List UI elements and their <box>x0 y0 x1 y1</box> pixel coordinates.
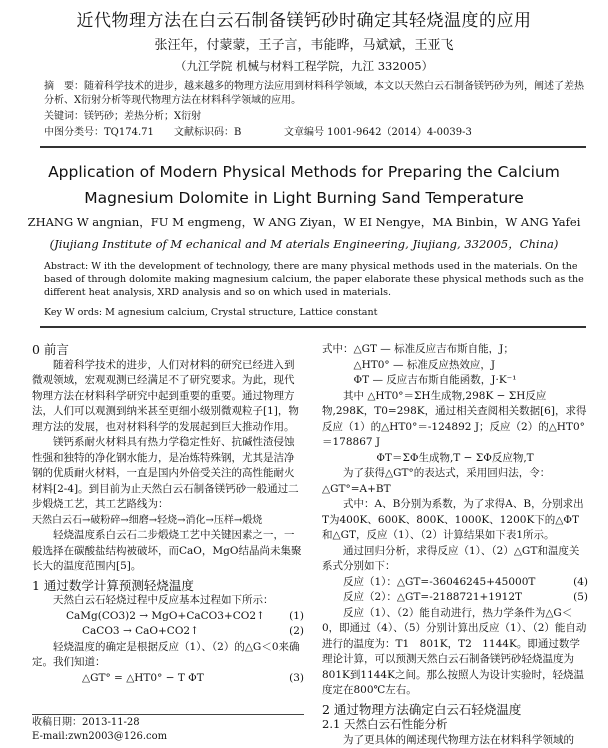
authors-en: ZHANG W angnian，FU M engmeng，W ANG Ziyan，W EI Nengye，MA Binbin，W ANG Yafei <box>27 215 581 229</box>
coefficient-paragraph: 式中：A、B分别为系数，为了求得A、B，分别求出T为400K、600K、800K、1000K、1200K下的△ΦT和△GT，反应（1）、（2）计算结果如下表1所示。 <box>322 498 584 541</box>
equation-1-text: CaMg(CO3)2 → MgO+CaCO3+CO2↑ <box>66 609 265 622</box>
conclusion-paragraph: 反应（1）、（2）能自动进行，热力学条件为△G＜0，即通过（4）、（5）分别计算出反应（1）、（2）能自动进行的温度为：T1 801K，T2 1144K。即通过数学理论计算，可以预测天然白云石制备镁钙砂轻烧温度为801K到1144K之间。那么按照人为设计实验时，轻烧温度定在800℃左右。 <box>322 606 587 696</box>
header-divider <box>40 146 586 148</box>
footnote-divider <box>32 714 304 715</box>
equation-1-number: (1) <box>289 609 304 622</box>
equation-4-text: 反应（1）：△GT=-36046245+45000T <box>343 575 536 588</box>
title-cn: 近代物理方法在白云石制备镁钙砂时确定其轻烧温度的应用 <box>76 11 532 31</box>
equation-4-number: (4) <box>573 575 588 588</box>
right-column <box>322 342 588 748</box>
enthalpy-paragraph: 其中 △HT0°＝ΣH生成物,298K − ΣH反应物,298K，T0=298K，通过相关查阅相关数据[6]，求得反应（1）的△HT0°＝-124892 J；反应（2）的△HT0°＝178867 J <box>322 389 587 448</box>
keywords-en-text: M agnesium calcium, Crystal structure, Lattice constant <box>105 307 378 318</box>
heading-section-2: 2 通过物理方法确定白云石轻烧温度 <box>322 701 522 717</box>
left-column <box>32 342 304 686</box>
equation-5-number: (5) <box>573 591 588 603</box>
symbol-definition-3: ΦT — 反应吉布斯自能函数，J·K⁻¹ <box>353 374 517 386</box>
regression-paragraph: 为了获得△GT°的表达式，采用回归法，令：△GT°=A+BT <box>322 467 551 495</box>
received-date: 收稿日期：2013-11-28 <box>32 717 140 728</box>
authors-cn: 张汪年，付蒙蒙，王子言，韦能晔，马斌斌，王亚飞 <box>154 38 454 53</box>
footnote <box>32 716 304 744</box>
abstract-en <box>44 260 590 299</box>
equation-2 <box>32 624 304 640</box>
article-no: 文章编号 1001-9642（2014）4-0039-3 <box>284 127 472 138</box>
intro-paragraph-3: 轻烧温度系白云石二步煅烧工艺中关键因素之一，一般选择在碳酸盐结构被破坏，而CaO，MgO结晶尚未集聚长大的温度范围内[5]。 <box>32 529 302 572</box>
affiliation-cn: （九江学院 机械与材料工程学院，九江 332005） <box>174 59 434 73</box>
intro-paragraph-2: 镁钙系耐火材料具有热力学稳定性好、抗碱性渣侵蚀性强和独特的净化钢水能力，是冶炼特殊钢，尤其是洁净钢的优质耐火材料，一直是国内外倍受关注的高性能耐火材料[2-4]。到目前为止天然白云石制备镁钙砂一般通过二步煅烧工艺，其工艺路线为： <box>32 436 299 510</box>
heading-introduction: 0 前言 <box>32 342 69 357</box>
heading-section-1: 1 通过数学计算预测轻烧温度 <box>32 577 194 593</box>
equation-4 <box>322 575 588 591</box>
process-route: 天然白云石→破粉碎→细磨→轻烧→消化→压样→煅烧 <box>32 514 263 526</box>
equation-3-text: △GT° = △HT0° − T ΦT <box>82 671 204 684</box>
abstract-en-label: Abstract: <box>44 261 89 272</box>
section1-paragraph-1: 天然白云石轻烧过程中反应基本过程如下所示： <box>53 594 274 606</box>
equation-2-text: CaCO3 → CaO+CO2↑ <box>82 625 199 637</box>
keywords-en-label: Key W ords: <box>44 307 103 318</box>
equation-5-text: 反应（2）：△GT=-2188721+1912T <box>343 591 523 603</box>
author-email: E-mail:zwn2003@126.com <box>32 731 168 742</box>
phi-equation: ΦT＝ΣΦ生成物,T − ΣΦ反应物,T <box>376 451 534 464</box>
keywords-en <box>44 306 590 319</box>
intro-paragraph-1: 随着科学技术的进步，人们对材料的研究已经进入到微观领域，宏观观测已经满足不了研究要求。为此，现代物理方法在材料科学研究中起到重要的重要。通过物理方法，人们可以观测到纳米甚至更细小级别微观粒子[1]，物理方法的发展，也对材料科学的发展起到巨大推动作用。 <box>32 358 299 433</box>
doc-code: 文献标识码：B <box>174 127 242 138</box>
title-en-line2: Magnesium Dolomite in Light Burning Sand Temperature <box>84 189 524 207</box>
symbol-definition-2: △HT0° — 标准反应热效应，J <box>353 358 496 371</box>
abstract-divider <box>40 326 586 328</box>
equation-3-number: (3) <box>289 671 304 684</box>
abstract-en-text: W ith the development of technology, there are many physical methods used in the materials. On the based of through dolomite making magnesium calcium, the paper elaborate these physical methods such as the different heat analysis, XRD analysis and so on which used in materials. <box>44 261 584 298</box>
section1-paragraph-2: 轻烧温度的确定是根据反应（1）、（2）的△G＜0来确定。我们知道： <box>32 640 300 668</box>
equation-1 <box>32 609 304 625</box>
regression-result-paragraph: 通过回归分析，求得反应（1）、（2）△GT和温度关系式分别如下： <box>322 544 580 572</box>
heading-section-2-1: 2.1 天然白云石性能分析 <box>322 717 448 731</box>
abstract-cn: 摘 要：随着科学技术的进步，越来越多的物理方法应用到材料科学领域，本文以天然白云石制备镁钙砂为列，阐述了差热分析、X衍射分析等现代物理方法在材料科学领域的应用。 <box>44 81 584 106</box>
affiliation-en: (Jiujiang Institute of M echanical and M aterials Engineering, Jiujiang, 332005，China) <box>49 237 559 251</box>
symbol-definition-1: 式中：△GT — 标准反应吉布斯自能，J； <box>322 343 514 355</box>
title-en-line1: Application of Modern Physical Methods for Preparing the Calcium <box>48 163 560 181</box>
classification: 中图分类号：TQ174.71 <box>44 127 154 138</box>
equation-3 <box>32 671 304 687</box>
classification-line <box>44 126 584 140</box>
equation-5 <box>322 590 588 606</box>
equation-2-number: (2) <box>289 625 304 637</box>
section2-paragraph-1: 为了更具体的阐述现代物理方法在材料科学领域的 <box>343 733 574 746</box>
keywords-cn: 关键词：镁钙砂；差热分析；X衍射 <box>44 111 202 122</box>
